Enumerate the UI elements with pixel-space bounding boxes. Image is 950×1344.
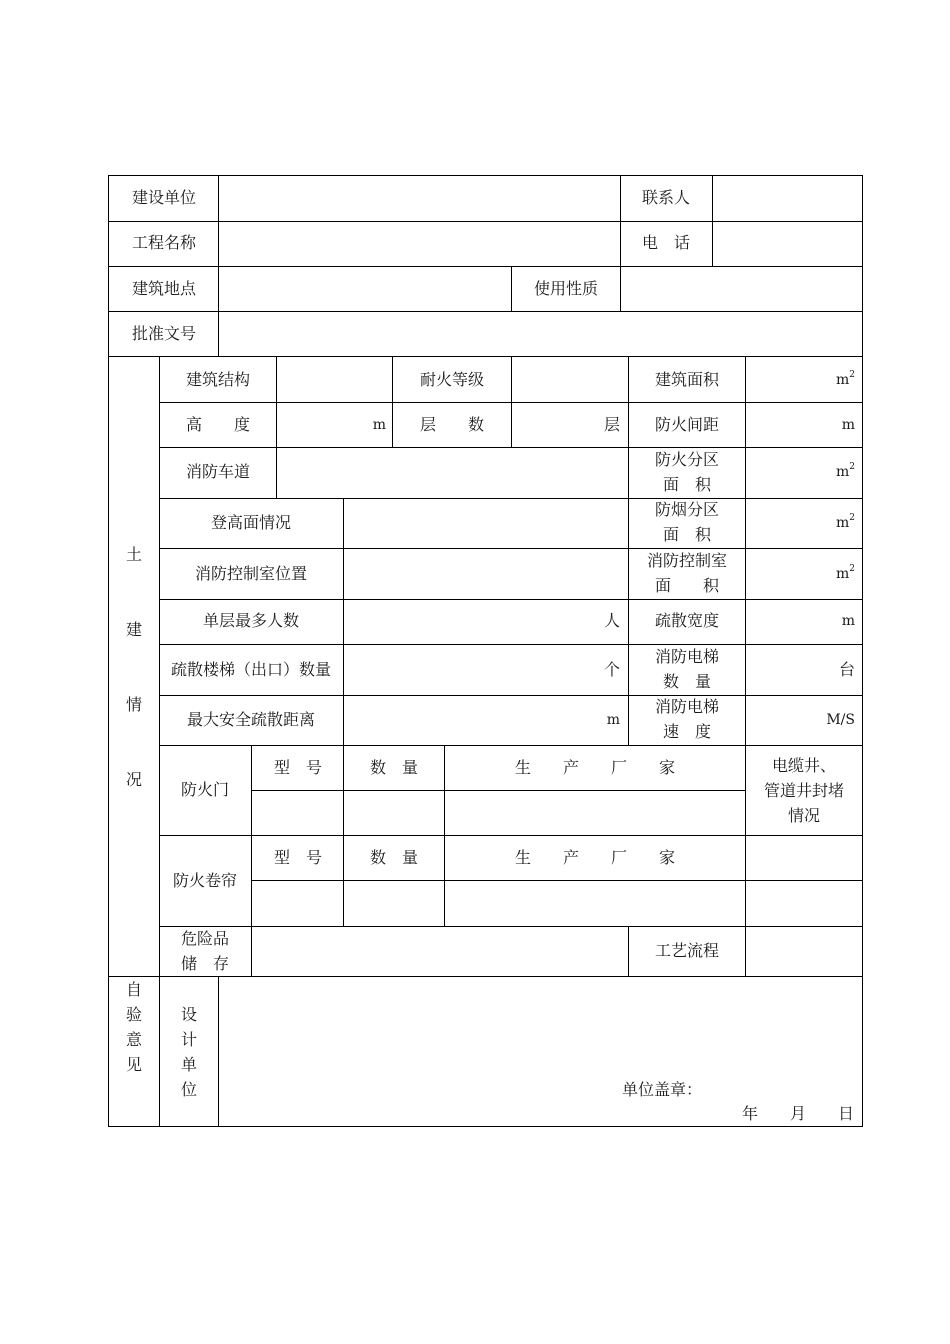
fire-shutter-model-field[interactable] (252, 881, 343, 926)
label-smoke-compartment-2: 面 积 (662, 525, 712, 544)
design-unit-2: 计 (180, 1030, 198, 1049)
floors-unit: 层 (603, 415, 620, 434)
label-process-flow: 工艺流程 (654, 941, 720, 960)
self-check-title-3: 意 (125, 1030, 143, 1049)
label-hazmat-2: 储 存 (180, 954, 230, 973)
label-floor-area: 建筑面积 (654, 370, 720, 389)
civil-section-title-2: 建 (125, 620, 143, 639)
label-stairs-count: 疏散楼梯（出口）数量 (170, 660, 332, 679)
max-evac-distance-unit: m (606, 712, 620, 728)
self-check-title-2: 验 (125, 1005, 143, 1024)
label-fire-compartment-2: 面 积 (662, 475, 712, 494)
smoke-compartment-unit: $m^2$ (835, 513, 855, 531)
label-control-room-area-2: 面 积 (654, 576, 720, 595)
building-location-field[interactable] (219, 267, 511, 311)
contact-person-field[interactable] (713, 176, 862, 221)
stairs-count-unit: 个 (603, 660, 620, 679)
date-label: 年 月 日 (741, 1104, 854, 1123)
climbing-surface-field[interactable] (344, 499, 628, 548)
fire-distance-unit: m (841, 417, 855, 433)
label-fire-shutter: 防火卷帘 (172, 871, 238, 890)
design-unit-opinion-field[interactable] (219, 977, 862, 1077)
label-contact-person: 联系人 (641, 188, 691, 207)
fire-shutter-manufacturer-header: 生 产 厂 家 (514, 848, 676, 867)
label-control-room-area-1: 消防控制室 (646, 551, 728, 570)
label-construction-unit: 建设单位 (131, 188, 197, 207)
control-room-area-unit: $m^2$ (835, 564, 855, 582)
label-usage-nature: 使用性质 (533, 279, 599, 298)
fire-shutter-manufacturer-field[interactable] (445, 881, 745, 926)
fire-rating-field[interactable] (512, 357, 628, 402)
label-fire-elevator-qty-1: 消防电梯 (654, 647, 720, 666)
construction-unit-field[interactable] (219, 176, 620, 221)
label-max-persons: 单层最多人数 (202, 611, 300, 630)
fire-shutter-quantity-field[interactable] (344, 881, 444, 926)
fire-shutter-quantity-header: 数 量 (369, 848, 419, 867)
process-flow-field[interactable] (746, 927, 862, 976)
label-approval-doc: 批准文号 (131, 324, 197, 343)
label-fire-lane: 消防车道 (185, 462, 251, 481)
fire-shutter-model-header: 型 号 (273, 848, 323, 867)
seal-label: 单位盖章： (621, 1080, 703, 1099)
label-structure: 建筑结构 (185, 370, 251, 389)
label-height: 高 度 (185, 415, 251, 434)
fire-door-quantity-field[interactable] (344, 791, 444, 835)
fire-door-quantity-header: 数 量 (369, 758, 419, 777)
max-persons-unit: 人 (603, 611, 620, 630)
label-fire-distance: 防火间距 (654, 415, 720, 434)
civil-section-title-3: 情 (125, 695, 143, 714)
shaft-sealing-field[interactable] (746, 836, 862, 926)
label-shaft-sealing-3: 情况 (787, 806, 821, 825)
fire-door-manufacturer-field[interactable] (445, 791, 745, 835)
label-smoke-compartment-1: 防烟分区 (654, 500, 720, 519)
label-control-room-location: 消防控制室位置 (194, 564, 308, 583)
label-shaft-sealing-1: 电缆井、 (771, 756, 837, 775)
label-fire-elevator-qty-2: 数 量 (662, 672, 712, 691)
label-floors: 层 数 (419, 415, 485, 434)
fire-elevator-qty-unit: 台 (838, 660, 855, 679)
usage-nature-field[interactable] (621, 267, 862, 311)
approval-doc-field[interactable] (219, 312, 862, 356)
label-fire-rating: 耐火等级 (419, 370, 485, 389)
self-check-title-1: 自 (125, 980, 143, 999)
label-hazmat-1: 危险品 (180, 929, 230, 948)
civil-section-title-4: 况 (125, 770, 143, 789)
floor-area-unit: $m^2$ (835, 370, 855, 388)
label-building-location: 建筑地点 (131, 279, 197, 298)
fire-elevator-speed-unit: M/S (826, 712, 855, 728)
label-fire-elevator-speed-2: 速 度 (662, 722, 712, 741)
fire-door-model-header: 型 号 (273, 758, 323, 777)
label-fire-elevator-speed-1: 消防电梯 (654, 697, 720, 716)
evac-width-unit: m (841, 613, 855, 629)
label-project-name: 工程名称 (131, 233, 197, 252)
phone-field[interactable] (713, 222, 862, 266)
design-unit-1: 设 (180, 1005, 198, 1024)
label-shaft-sealing-2: 管道井封堵 (763, 781, 845, 800)
project-name-field[interactable] (219, 222, 620, 266)
civil-section-title-1: 土 (125, 545, 143, 564)
fire-door-model-field[interactable] (252, 791, 343, 835)
self-check-title-4: 见 (125, 1055, 143, 1074)
label-phone: 电 话 (641, 233, 691, 252)
label-evac-width: 疏散宽度 (654, 611, 720, 630)
label-climbing-surface: 登高面情况 (210, 513, 292, 532)
fire-compartment-unit: $m^2$ (835, 462, 855, 480)
design-unit-3: 单 (180, 1055, 198, 1074)
height-unit: m (372, 417, 386, 433)
fire-door-manufacturer-header: 生 产 厂 家 (514, 758, 676, 777)
label-fire-door: 防火门 (180, 780, 230, 799)
control-room-location-field[interactable] (344, 549, 628, 599)
label-max-evac-distance: 最大安全疏散距离 (186, 710, 316, 729)
label-fire-compartment-1: 防火分区 (654, 450, 720, 469)
structure-field[interactable] (277, 357, 392, 402)
design-unit-4: 位 (180, 1080, 198, 1099)
fire-lane-field[interactable] (277, 448, 628, 498)
hazmat-field[interactable] (252, 927, 628, 976)
